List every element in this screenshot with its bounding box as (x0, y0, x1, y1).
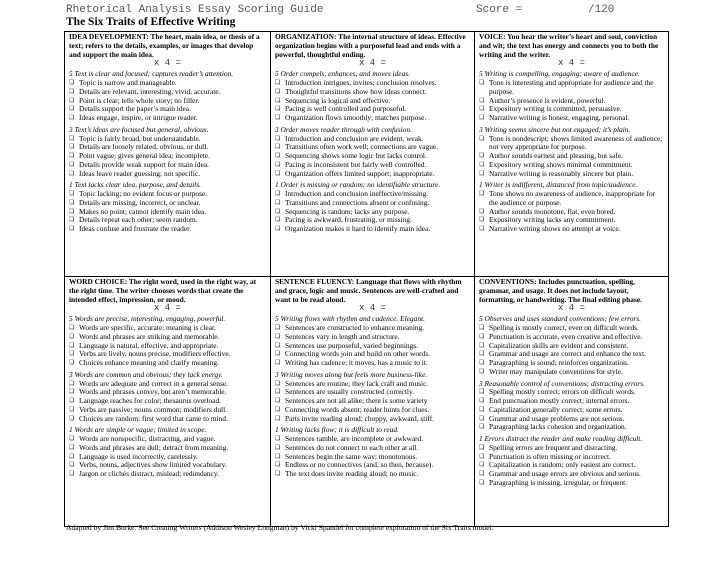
criterion-item: ❏ Topic is narrow and manageable. (69, 79, 266, 88)
trait-ideas (65, 32, 271, 277)
criterion-item: ❏ Punctuation is accurate, even creative and effective. (479, 333, 664, 342)
criterion-item: ❏ Narrative writing is honest, engaging, personal. (479, 114, 664, 123)
level-label: 3 Text’s ideas are focused but general, obvious. (69, 124, 209, 134)
criterion-item: ❏ Sequencing shows some logic but lacks control. (275, 152, 470, 161)
criterion-item: ❏ Writing has cadence; it moves, has a music to it. (275, 359, 470, 368)
criterion-item: ❏ Point vague; gives general idea; incomplete. (69, 152, 266, 161)
criterion-item: ❏ Sentences use purposeful, varied beginnings. (275, 342, 470, 351)
criterion-item: ❏ Author sounds monotone, flat, even bored. (479, 208, 664, 217)
criterion-item: ❏ Sentences ramble, are incomplete or awkward. (275, 435, 470, 444)
score-multiplier: x 4 = (557, 303, 585, 314)
criterion-item: ❏ Sentences are usually constructed correctly. (275, 388, 470, 397)
level-label: 3 Words are common and obvious; they lack energy. (69, 369, 223, 379)
score-max: /120 (588, 4, 615, 16)
criterion-item: ❏ Introduction intrigues, invites; conclusion resolves. (275, 79, 470, 88)
criterion-item: ❏ Verbs are lively, nouns precise, modifiers effective. (69, 350, 266, 359)
criterion-item: ❏ Details repeat each other; seem random. (69, 216, 266, 225)
criterion-item: ❏ Language reaches for color; thesaurus overload. (69, 397, 266, 406)
criterion-item: ❏ Details are relevant, interesting, vivid, accurate. (69, 88, 266, 97)
criterion-item: ❏ Capitalization skills are evident and consistent. (479, 342, 664, 351)
level-label: 5 Observes and uses standard conventions; few errors. (479, 314, 642, 324)
trait-heading: SENTENCE FLUENCY: Language that flows with rhythm and grace, logic and music. Sentences are well-crafted and want to be read aloud. (275, 277, 462, 304)
trait-organization (271, 32, 475, 277)
trait-heading: CONVENTIONS: Includes punctuation, spelling, grammar, and usage. It does not include layout, formatting, or handwriting. The final editing phase. (479, 277, 642, 304)
criterion-item: ❏ Capitalization is random; only easiest are correct. (479, 461, 664, 470)
level-label: 1 Text lacks clear idea, purpose, and details. (69, 180, 201, 190)
level-label: 5 Words are precise, interesting, engaging, powerful. (69, 314, 226, 324)
criterion-item: ❏ Spelling mostly correct; errors on difficult words. (479, 388, 664, 397)
trait-word-choice (65, 277, 271, 527)
level-label: 1 Errors distract the reader and make reading difficult. (479, 434, 643, 443)
criterion-item: ❏ Expository writing shows minimal commitment. (479, 161, 664, 170)
criterion-item: ❏ Verbs, nouns, adjectives show limited vocabulary. (69, 461, 266, 470)
criterion-item: ❏ Grammar and usage errors are obvious and serious. (479, 470, 664, 479)
trait-heading: IDEA DEVELOPMENT: The heart, main idea, or thesis of a text; refers to the details, examples, or images that develop and support the main idea. (69, 32, 260, 59)
level-label: 5 Text is clear and focused; captures reader’s attention. (69, 69, 234, 79)
score-multiplier: x 4 = (153, 58, 181, 69)
criterion-item: ❏ Words and phrases convey, but aren’t memorable. (69, 388, 266, 397)
level-label: 3 Writing seems sincere but not engaged; it’s plain. (479, 124, 631, 134)
criterion-item: ❏ Introduction and conclusion are evident, weak. (275, 135, 470, 144)
criterion-item: ❏ Tone is nondescript; shows limited awareness of audience; not very appropriate for purpose. (479, 135, 664, 153)
score-label: Score = (476, 4, 523, 16)
level-label: 3 Writing moves along but feels more business-like. (275, 369, 428, 379)
criterion-item: ❏ Words are adequate and correct in a general sense. (69, 380, 266, 389)
criterion-item: ❏ Punctuation is often missing or incorrect. (479, 453, 664, 462)
criterion-item: ❏ Author sounds earnest and pleasing, but safe. (479, 152, 664, 161)
criterion-item: ❏ Choices enhance meaning and clarify meaning. (69, 359, 266, 368)
criterion-item: ❏ Transitions and connections absent or confusing. (275, 199, 470, 208)
score-multiplier: x 4 = (153, 303, 181, 314)
criterion-item: ❏ Connecting words join and build on other words. (275, 350, 470, 359)
criterion-item: ❏ Ideas leave reader guessing; not specific. (69, 170, 266, 179)
score-multiplier: x 4 = (358, 58, 386, 69)
criterion-item: ❏ Pacing is inconsistent but fairly well controlled. (275, 161, 470, 170)
criterion-item: ❏ Paragraphing is sound; reinforces organization. (479, 359, 664, 368)
criterion-item: ❏ Sequencing is logical and effective. (275, 97, 470, 106)
criterion-item: ❏ Sentences are routine; they lack craft and music. (275, 380, 470, 389)
criterion-item: ❏ End punctuation mostly correct; internal errors. (479, 397, 664, 406)
level-label: 3 Reasonable control of conventions; distracting errors. (479, 378, 645, 388)
criterion-item: ❏ Spelling is mostly correct, even on difficult words. (479, 324, 664, 333)
criterion-item: ❏ Narrative writing is reasonably sincere but plain. (479, 170, 664, 179)
criterion-item: ❏ Ideas engage, inspire, or intrigue reader. (69, 114, 266, 123)
level-label: 3 Order moves reader through with confusion. (275, 124, 412, 134)
criterion-item: ❏ Parts invite reading aloud; choppy, awkward, stiff. (275, 415, 470, 424)
criterion-item: ❏ Grammar and usage are correct and enhance the text. (479, 350, 664, 359)
trait-heading: VOICE: You hear the writer’s heart and soul, conviction and wit; the text has energy and connects you to both the writing and the writer. (479, 32, 659, 59)
criterion-item: ❏ Endless or no connectives (and, so then, because). (275, 461, 470, 470)
criterion-item: ❏ Sentences are constructed to enhance meaning. (275, 324, 470, 333)
traits-table (64, 31, 669, 527)
criterion-item: ❏ Paragraphing lacks cohesion and organization. (479, 423, 664, 432)
criterion-item: ❏ Choices are random: first word that came to mind. (69, 415, 266, 424)
trait-sentence-fluency (271, 277, 475, 527)
criterion-item: ❏ Details provide weak support for main idea. (69, 161, 266, 170)
criterion-item: ❏ Language is used incorrectly, carelessly. (69, 453, 266, 462)
level-label: 5 Writing flows with rhythm and cadence. Elegant. (275, 314, 425, 324)
criterion-item: ❏ Details are loosely related, obvious, or dull. (69, 143, 266, 152)
criterion-item: ❏ Language is natural, effective, and appropriate. (69, 342, 266, 351)
criterion-item: ❏ Writer may manipulate conventions for style. (479, 368, 664, 377)
criterion-item: ❏ Ideas confuse and frustrate the reader. (69, 225, 266, 234)
criterion-item: ❏ Narrative writing shows no attempt at voice. (479, 225, 664, 234)
criterion-item: ❏ Spelling errors are frequent and distracting. (479, 444, 664, 453)
criterion-item: ❏ Words and phrases are striking and memorable. (69, 333, 266, 342)
trait-voice (475, 32, 669, 277)
score-multiplier: x 4 = (557, 58, 585, 69)
doc-title: The Six Traits of Effective Writing (66, 16, 236, 28)
criterion-item: ❏ Details support the paper’s main idea. (69, 105, 266, 114)
criterion-item: ❏ Expository writing is committed, persuasive. (479, 105, 664, 114)
criterion-item: ❏ Thoughtful transitions show how ideas connect. (275, 88, 470, 97)
criterion-item: ❏ Words are nonspecific, distracting, and vague. (69, 435, 266, 444)
criterion-item: ❏ Jargon or clichés distract, mislead; redundancy. (69, 470, 266, 479)
criterion-item: ❏ Sentences are not all alike; there is some variety (275, 397, 470, 406)
trait-heading: ORGANIZATION: The internal structure of ideas. Effective organization begins with a purposeful lead and ends with a powerful, thoughtful ending. (275, 32, 466, 59)
criterion-item: ❏ Topic is fairly broad, but understandable. (69, 135, 266, 144)
level-label: 1 Writer is indifferent, distanced from topic/audience. (479, 180, 638, 190)
criterion-item: ❏ Grammar and usage problems are not serious. (479, 415, 664, 424)
score-multiplier: x 4 = (358, 303, 386, 314)
level-label: 5 Writing is compelling, engaging; aware of audience. (479, 69, 640, 79)
criterion-item: ❏ Organization flows smoothly; matches purpose. (275, 114, 470, 123)
criterion-item: ❏ Capitalization generally correct; some errors. (479, 406, 664, 415)
criterion-item: ❏ Point is clear; tells whole story; no filler. (69, 97, 266, 106)
level-label: 1 Order is missing or random; no identifiable structure. (275, 180, 441, 190)
criterion-item: ❏ Introduction and conclusion ineffective/missing. (275, 190, 470, 199)
criterion-item: ❏ The text does invite reading aloud; no music. (275, 470, 470, 479)
criterion-item: ❏ Topic lacking; no evident focus or purpose. (69, 190, 266, 199)
criterion-item: ❏ Details are missing, incorrect, or unclear. (69, 199, 266, 208)
footer-credit: Adapted by Jim Burke. See Creating Writers (Addison Wesley Longman) by Vicki Spandel for complete exploration of the Six Traits model. (66, 523, 494, 532)
criterion-item: ❏ Sentences do not connect to each other at all. (275, 444, 470, 453)
level-label: 1 Writing lacks flow; it is difficult to read. (275, 425, 399, 435)
criterion-item: ❏ Sentences begin the same way; monotonous. (275, 453, 470, 462)
criterion-item: ❏ Organization offers limited support; inappropriate. (275, 170, 470, 179)
criterion-item: ❏ Pacing is awkward, frustrating, or missing. (275, 216, 470, 225)
criterion-item: ❏ Tone shows no awareness of audience, inappropriate for the audience or purpose. (479, 190, 664, 208)
criterion-item: ❏ Words and phrases are dull; detract from meaning. (69, 444, 266, 453)
criterion-item: ❏ Verbs are passive; nouns common; modifiers dull. (69, 406, 266, 415)
guide-title: Rhetorical Analysis Essay Scoring Guide (66, 4, 324, 16)
criterion-item: ❏ Paragraphing is missing, irregular, or frequent. (479, 479, 664, 488)
criterion-item: ❏ Organization makes it hard to identify main idea. (275, 225, 470, 234)
criterion-item: ❏ Pacing is well controlled and purposeful. (275, 105, 470, 114)
criterion-item: ❏ Tone is interesting and appropriate for audience and the purpose. (479, 79, 664, 97)
trait-conventions (475, 277, 669, 527)
trait-heading: WORD CHOICE: The right word, used in the right way, at the right time. The writer chooses words that create the intended effect, impression, or mood. (69, 277, 257, 304)
criterion-item: ❏ Expository writing lacks any commitment. (479, 216, 664, 225)
level-label: 5 Order compels, enhances, and moves ideas. (275, 69, 410, 79)
criterion-item: ❏ Makes no point; cannot identify main idea. (69, 208, 266, 217)
criterion-item: ❏ Words are specific, accurate; meaning is clear. (69, 324, 266, 333)
criterion-item: ❏ Connecting words absent; reader hunts for clues. (275, 406, 470, 415)
criterion-item: ❏ Transitions often work well; connections are vague. (275, 143, 470, 152)
criterion-item: ❏ Author’s presence is evident, powerful. (479, 97, 664, 106)
level-label: 1 Words are simple or vague; limited in scope. (69, 425, 207, 435)
criterion-item: ❏ Sentences vary in length and structure. (275, 333, 470, 342)
criterion-item: ❏ Sequencing is random; lacks any purpose. (275, 208, 470, 217)
